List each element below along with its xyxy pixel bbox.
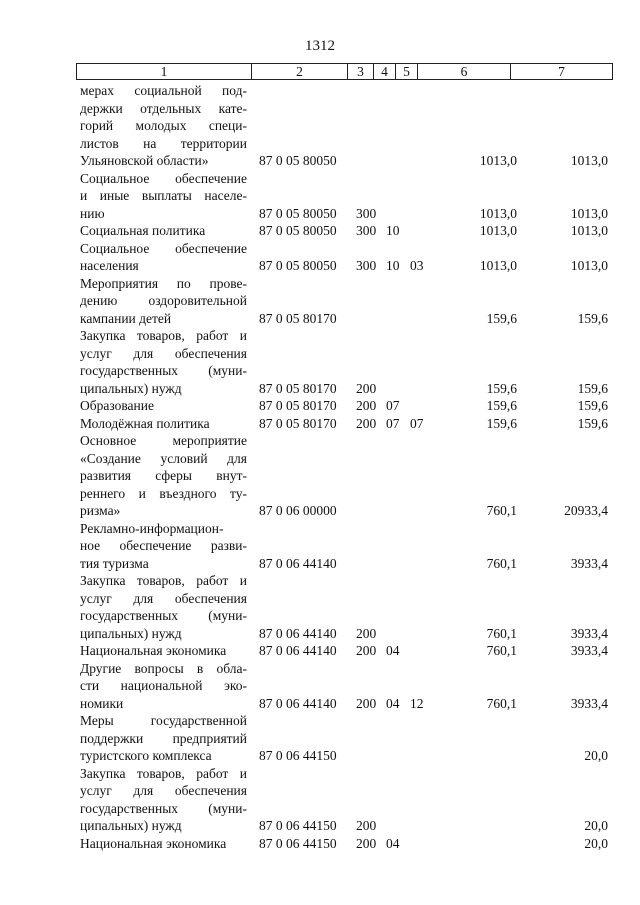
header-col-7: 7 — [510, 64, 612, 79]
row-description — [80, 660, 247, 713]
row-description — [80, 275, 247, 328]
amount-col-6: 760,1 — [486, 695, 517, 711]
header-col-2: 2 — [251, 64, 347, 79]
target-article-code: 87 0 05 80050 — [259, 205, 337, 221]
amount-col-7: 20,0 — [584, 835, 608, 851]
table-row — [80, 240, 610, 275]
description-line: «Создание условий для — [80, 450, 247, 466]
table-row — [80, 415, 610, 433]
amount-col-6: 760,1 — [486, 625, 517, 641]
subsection: 03 — [410, 258, 424, 273]
target-article-code: 87 0 05 80050 — [259, 153, 337, 168]
description-line: Основное мероприятие — [80, 433, 247, 448]
description-line: Ульяновской области» — [80, 153, 209, 168]
amount-col-6: 1013,0 — [479, 223, 517, 238]
target-article-code: 87 0 05 80170 — [259, 415, 337, 431]
amount-col-7: 3933,4 — [570, 555, 608, 571]
header-col-4: 4 — [373, 64, 395, 79]
row-description — [80, 835, 247, 853]
description-line: Национальная экономика — [80, 643, 227, 658]
amount-col-7: 3933,4 — [570, 643, 608, 658]
table-row — [80, 835, 610, 853]
table-row — [80, 432, 610, 520]
description-line: Меры государственной — [80, 713, 247, 728]
header-col-3: 3 — [347, 64, 373, 79]
amount-col-7: 3933,4 — [570, 695, 608, 711]
row-description — [80, 415, 247, 433]
target-article-code: 87 0 05 80170 — [259, 380, 337, 396]
target-article-code: 87 0 06 44150 — [259, 835, 337, 851]
section: 07 — [386, 415, 400, 431]
section: 04 — [386, 643, 400, 658]
expense-type: 200 — [356, 415, 377, 431]
target-article-code: 87 0 06 44140 — [259, 625, 337, 641]
row-description — [80, 765, 247, 835]
description-line: услуг для обеспечения — [80, 345, 247, 361]
description-line: ризма» — [80, 503, 121, 518]
description-line: населения — [80, 258, 139, 273]
description-line: Социальная политика — [80, 223, 206, 238]
expense-type: 200 — [356, 695, 377, 711]
description-line: развития сферы внут- — [80, 468, 247, 483]
table-row — [80, 642, 610, 660]
expense-type: 200 — [356, 643, 377, 658]
target-article-code: 87 0 06 44150 — [259, 818, 337, 833]
description-line: кампании детей — [80, 310, 172, 326]
row-description — [80, 520, 247, 573]
target-article-code: 87 0 05 80170 — [259, 310, 337, 326]
description-line: Социальное обеспечение — [80, 170, 247, 186]
target-article-code: 87 0 06 44150 — [259, 748, 337, 763]
description-line: горий молодых специ- — [80, 118, 247, 133]
row-description — [80, 397, 247, 415]
description-line: нию — [80, 205, 105, 221]
row-description — [80, 222, 247, 240]
description-line: Мероприятия по прове- — [80, 275, 247, 291]
table-row — [80, 572, 610, 642]
description-line: дению оздоровительной — [80, 293, 247, 308]
page-number: 1312 — [305, 38, 335, 54]
expense-type: 300 — [356, 205, 377, 221]
description-line: и иные выплаты населе- — [80, 188, 247, 203]
amount-col-6: 760,1 — [486, 503, 517, 518]
table-row — [80, 82, 610, 170]
amount-col-7: 159,6 — [577, 310, 608, 326]
description-line: ципальных) нужд — [80, 818, 182, 833]
amount-col-6: 159,6 — [486, 398, 517, 413]
description-line: Образование — [80, 398, 154, 413]
description-line: Социальное обеспечение — [80, 240, 247, 256]
table-header — [76, 63, 613, 80]
table-row — [80, 660, 610, 713]
target-article-code: 87 0 06 00000 — [259, 503, 337, 518]
table-row — [80, 170, 610, 223]
amount-col-7: 1013,0 — [570, 258, 608, 273]
description-line: Молодёжная политика — [80, 415, 210, 431]
description-line: тия туризма — [80, 555, 149, 571]
amount-col-7: 159,6 — [577, 415, 608, 431]
amount-col-6: 760,1 — [486, 643, 517, 658]
description-line: государственных (муни- — [80, 608, 247, 623]
description-line: мерах социальной под- — [80, 83, 247, 98]
amount-col-7: 1013,0 — [570, 205, 608, 221]
amount-col-7: 159,6 — [577, 398, 608, 413]
amount-col-6: 159,6 — [486, 415, 517, 431]
amount-col-7: 1013,0 — [570, 223, 608, 238]
target-article-code: 87 0 06 44140 — [259, 695, 337, 711]
expense-type: 200 — [356, 398, 377, 413]
row-description — [80, 572, 247, 642]
description-line: Закупка товаров, работ и — [80, 765, 247, 781]
amount-col-7: 1013,0 — [570, 153, 608, 168]
expense-type: 300 — [356, 258, 377, 273]
description-line: Закупка товаров, работ и — [80, 573, 247, 588]
table-row — [80, 712, 610, 765]
description-line: держки отдельных кате- — [80, 100, 247, 116]
amount-col-6: 159,6 — [486, 310, 517, 326]
row-description — [80, 432, 247, 520]
amount-col-6: 1013,0 — [479, 205, 517, 221]
row-description — [80, 642, 247, 660]
section: 10 — [386, 258, 400, 273]
section: 04 — [386, 695, 400, 711]
amount-col-6: 760,1 — [486, 555, 517, 571]
table-row — [80, 327, 610, 397]
description-line: листов на территории — [80, 135, 247, 151]
target-article-code: 87 0 05 80170 — [259, 398, 337, 413]
amount-col-7: 3933,4 — [570, 625, 608, 641]
expense-type: 300 — [356, 223, 377, 238]
amount-col-6: 159,6 — [486, 380, 517, 396]
row-description — [80, 82, 247, 170]
expense-type: 200 — [356, 625, 377, 641]
section: 04 — [386, 835, 400, 851]
description-line: Другие вопросы в обла- — [80, 660, 247, 676]
target-article-code: 87 0 05 80050 — [259, 223, 337, 238]
description-line: государственных (муни- — [80, 363, 247, 378]
description-line: Рекламно-информацион- — [80, 520, 224, 536]
description-line: услуг для обеспечения — [80, 590, 247, 606]
table-row — [80, 765, 610, 835]
description-line: сти национальной эко- — [80, 678, 247, 693]
header-col-6: 6 — [417, 64, 510, 79]
subsection: 07 — [410, 415, 424, 431]
expense-type: 200 — [356, 835, 377, 851]
target-article-code: 87 0 06 44140 — [259, 555, 337, 571]
header-col-1: 1 — [160, 64, 168, 79]
expense-type: 200 — [356, 818, 377, 833]
section: 10 — [386, 223, 400, 238]
description-line: туристского комплекса — [80, 748, 212, 763]
description-line: услуг для обеспечения — [80, 783, 247, 798]
table-row — [80, 397, 610, 415]
amount-col-7: 20,0 — [584, 748, 608, 763]
table-row — [80, 275, 610, 328]
header-col-5: 5 — [395, 64, 417, 79]
section: 07 — [386, 398, 400, 413]
row-description — [80, 712, 247, 765]
description-line: реннего и въездного ту- — [80, 485, 247, 501]
row-description — [80, 170, 247, 223]
amount-col-7: 159,6 — [577, 380, 608, 396]
row-description — [80, 327, 247, 397]
target-article-code: 87 0 06 44140 — [259, 643, 337, 658]
amount-col-6: 1013,0 — [479, 258, 517, 273]
description-line: ципальных) нужд — [80, 380, 182, 396]
row-description — [80, 240, 247, 275]
description-line: государственных (муни- — [80, 800, 247, 816]
subsection: 12 — [410, 695, 424, 711]
table-row — [80, 520, 610, 573]
description-line: Национальная экономика — [80, 835, 227, 851]
amount-col-7: 20933,4 — [564, 503, 608, 518]
description-line: номики — [80, 695, 124, 711]
amount-col-6: 1013,0 — [479, 153, 517, 168]
table-row — [80, 222, 610, 240]
target-article-code: 87 0 05 80050 — [259, 258, 337, 273]
expense-type: 200 — [356, 380, 377, 396]
description-line: поддержки предприятий — [80, 730, 247, 746]
description-line: ципальных) нужд — [80, 625, 182, 641]
amount-col-7: 20,0 — [584, 818, 608, 833]
description-line: Закупка товаров, работ и — [80, 328, 247, 343]
description-line: ное обеспечение разви- — [80, 538, 247, 553]
